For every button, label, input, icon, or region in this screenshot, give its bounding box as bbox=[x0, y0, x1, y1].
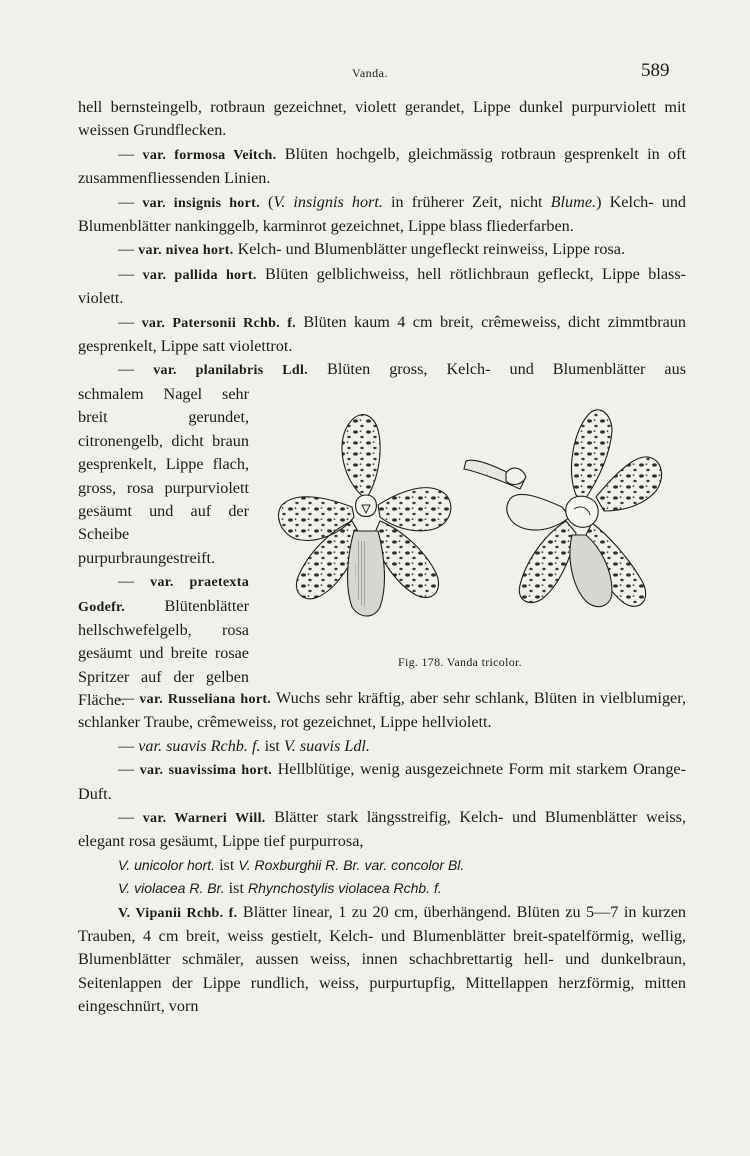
running-head bbox=[0, 60, 750, 84]
paren-open: ( bbox=[259, 192, 274, 211]
paren-close: ) bbox=[596, 192, 602, 211]
dash: — bbox=[118, 360, 154, 379]
dash: — bbox=[118, 312, 142, 331]
planilabris-continuation: schmalem Nagel sehr breit gerundet, citronengelb, dicht braun gesprenkelt, Lippe flach, gross, rosa purpurviolett gesäumt und auf der Scheibe purpurbraungestreift. bbox=[78, 384, 249, 567]
dash: — bbox=[118, 240, 139, 259]
variety-name: var. Warneri Will. bbox=[142, 810, 266, 826]
entry-text: Kelch- und Blumenblätter ungefleckt reinweiss, Lippe rosa. bbox=[233, 240, 626, 259]
entry-text: Hellblütige, wenig ausgezeichnete Form mit starkem Orange-Duft. bbox=[78, 760, 686, 803]
entry-planilabris bbox=[78, 358, 686, 382]
variety-name-italic: var. suavis Rchb. f. bbox=[138, 736, 261, 755]
entry-text: Blüten kaum 4 cm breit, crêmeweiss, dicht zimmtbraun gesprenkelt, Lippe satt violettrot. bbox=[78, 312, 686, 356]
dash: — bbox=[118, 264, 143, 283]
entry-text: Blüten gross, Kelch- und Blumenblätter aus bbox=[308, 360, 687, 379]
body-text bbox=[78, 96, 686, 1019]
entry-text: Blätter linear, 1 zu 20 cm, überhängend. Blüten zu 5—7 in kurzen Trauben, 4 cm breit, weiss gestielt, Kelch- und Blumenblätter breit-spatelförmig, wellig, Blumenblätter schmäler, aussen weiss, innen schachbrettartig hell- und dunkelbraun, Seitenlappen der Lippe rundlich, weiss, purpurtupfig, Mittellappen herzförmig, mitten eingeschnürt, vorn bbox=[78, 902, 686, 1016]
variety-name: var. nivea hort. bbox=[138, 243, 234, 259]
cross-reference: Rhynchostylis violacea Rchb. f. bbox=[247, 880, 442, 897]
right-petal bbox=[378, 488, 451, 531]
entry-text: Blüten hochgelb, gleichmässig rotbraun gesprenkelt in oft zusammenfliessenden Linien. bbox=[78, 144, 686, 188]
author-italic: Blume. bbox=[550, 192, 597, 211]
entry-text: Blütenblätter hellschwefelgelb, rosa gesäumt und breite rosae Spritzer auf der gelben Fläche. bbox=[78, 596, 249, 710]
upper-petal bbox=[596, 457, 662, 511]
variety-name: var. Russeliana hort. bbox=[139, 691, 272, 707]
paragraph-continuation: hell bernsteingelb, rotbraun gezeichnet, violett gerandet, Lippe dunkel purpurviolett mit weissen Grundflecken. bbox=[78, 98, 686, 140]
species-name: V. Vipanii Rchb. f. bbox=[118, 905, 238, 921]
variety-name: var. suavissima hort. bbox=[139, 763, 273, 779]
entry-text: Blüten gelblichweiss, hell rötlichbraun gefleckt, Lippe blass-violett. bbox=[78, 264, 687, 308]
dash: — bbox=[118, 572, 151, 591]
figure-vanda-tricolor bbox=[274, 385, 686, 681]
entry-text: in früherer Zeit, nicht bbox=[382, 192, 551, 211]
entry-text: Blätter stark längsstreifig, Kelch- und Blumenblätter weiss, elegant rosa gesäumt, Lippe tief purpurrosa, bbox=[78, 807, 686, 851]
narrow-text-column bbox=[78, 383, 249, 713]
entry-vipanii bbox=[78, 901, 686, 1019]
entry-warneri bbox=[78, 806, 686, 854]
side-column bbox=[566, 496, 598, 527]
synonym-violacea bbox=[78, 877, 686, 900]
species-name: V. unicolor hort. bbox=[118, 856, 216, 873]
dash: — bbox=[118, 736, 139, 755]
dash: — bbox=[118, 760, 140, 779]
entry-nivea bbox=[78, 238, 686, 262]
figure-caption: Fig. 178. Vanda tricolor. bbox=[398, 654, 522, 669]
variety-name: var. planilabris Ldl. bbox=[153, 363, 308, 379]
dorsal-sepal bbox=[342, 414, 380, 498]
flower-front-view bbox=[278, 414, 450, 615]
entry-formosa bbox=[78, 143, 686, 191]
entry-pallida bbox=[78, 263, 686, 311]
entry-suavis bbox=[78, 735, 686, 758]
lower-left-sepal bbox=[519, 521, 576, 603]
running-head-title: Vanda. bbox=[352, 66, 388, 80]
entry-suavissima bbox=[78, 758, 686, 806]
entry-text: ist bbox=[224, 879, 248, 898]
variety-name: var. insignis hort. bbox=[142, 195, 260, 211]
entry-text: ist bbox=[260, 736, 284, 755]
cross-reference: V. suavis Ldl. bbox=[283, 736, 370, 755]
variety-name: var. pallida hort. bbox=[142, 267, 257, 283]
cross-reference: V. Roxburghii R. Br. var. concolor Bl. bbox=[238, 856, 465, 873]
species-name: V. violacea R. Br. bbox=[118, 880, 225, 897]
dash: — bbox=[118, 144, 143, 163]
entry-text: Wuchs sehr kräftig, aber sehr schlank, Blüten in vielblumiger, schlanker Traube, crêmeweiss, rot gezeichnet, Lippe hellviolett. bbox=[78, 688, 687, 732]
dash: — bbox=[118, 807, 143, 826]
entry-patersonii bbox=[78, 311, 686, 359]
variety-name: var. praetexta Godefr. bbox=[78, 575, 249, 615]
entry-praetexta bbox=[78, 570, 249, 712]
entry-insignis bbox=[78, 191, 686, 239]
variety-name: var. Patersonii Rchb. f. bbox=[141, 315, 296, 331]
page-number: 589 bbox=[641, 60, 670, 81]
entry-text: Kelch- und Blumenblätter nankinggelb, karminrot gezeichnet, Lippe blass fliederfarben. bbox=[78, 192, 687, 236]
dash: — bbox=[118, 192, 143, 211]
variety-name: var. formosa Veitch. bbox=[142, 147, 277, 163]
orchid-illustration bbox=[274, 385, 686, 647]
entry-text: ist bbox=[215, 855, 239, 874]
synonym-italic: V. insignis hort. bbox=[273, 192, 383, 211]
flower-side-view bbox=[464, 410, 662, 607]
synonym-unicolor bbox=[78, 854, 686, 877]
dash: — bbox=[118, 688, 140, 707]
